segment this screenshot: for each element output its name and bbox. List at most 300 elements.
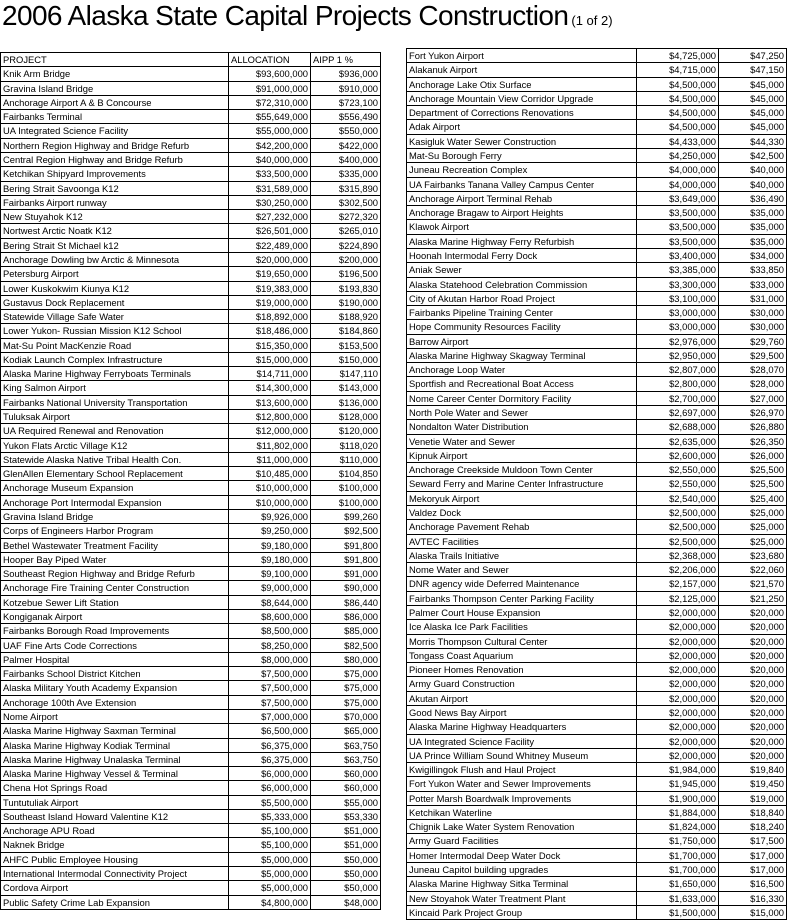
allocation-cell: $14,711,000 <box>229 367 311 381</box>
allocation-cell: $9,250,000 <box>229 524 311 538</box>
project-name-cell: Nome Water and Sewer <box>407 563 637 577</box>
table-row <box>407 734 787 748</box>
table-row <box>407 163 787 177</box>
project-name-cell: Mekoryuk Airport <box>407 491 637 505</box>
aipp-cell: $82,500 <box>311 638 381 652</box>
allocation-cell: $2,157,000 <box>637 577 719 591</box>
aipp-cell: $25,500 <box>719 477 787 491</box>
table-row <box>407 148 787 162</box>
aipp-cell: $128,000 <box>311 410 381 424</box>
project-name-cell: DNR agency wide Deferred Maintenance <box>407 577 637 591</box>
allocation-cell: $7,500,000 <box>229 695 311 709</box>
allocation-cell: $5,100,000 <box>229 838 311 852</box>
project-name-cell: Anchorage Port Intermodal Expansion <box>1 495 229 509</box>
aipp-cell: $28,070 <box>719 363 787 377</box>
table-row <box>407 134 787 148</box>
table-row <box>1 181 381 195</box>
aipp-cell: $55,000 <box>311 795 381 809</box>
table-row <box>1 895 381 909</box>
allocation-cell: $8,000,000 <box>229 652 311 666</box>
allocation-cell: $5,500,000 <box>229 795 311 809</box>
table-row <box>407 363 787 377</box>
table-row <box>1 124 381 138</box>
aipp-cell: $48,000 <box>311 895 381 909</box>
aipp-cell: $16,330 <box>719 891 787 905</box>
table-row <box>407 663 787 677</box>
project-name-cell: Petersburg Airport <box>1 267 229 281</box>
allocation-cell: $3,500,000 <box>637 234 719 248</box>
allocation-cell: $2,000,000 <box>637 734 719 748</box>
table-row <box>1 838 381 852</box>
allocation-cell: $9,100,000 <box>229 567 311 581</box>
project-name-cell: UA Integrated Science Facility <box>407 734 637 748</box>
allocation-cell: $2,600,000 <box>637 448 719 462</box>
project-name-cell: Seward Ferry and Marine Center Infrastructure <box>407 477 637 491</box>
table-row <box>1 652 381 666</box>
aipp-cell: $45,000 <box>719 77 787 91</box>
aipp-cell: $91,000 <box>311 567 381 581</box>
project-name-cell: Public Safety Crime Lab Expansion <box>1 895 229 909</box>
allocation-cell: $4,000,000 <box>637 163 719 177</box>
project-name-cell: Alaska Marine Highway Headquarters <box>407 720 637 734</box>
aipp-cell: $20,000 <box>719 605 787 619</box>
project-name-cell: Statewide Village Safe Water <box>1 310 229 324</box>
allocation-cell: $14,300,000 <box>229 381 311 395</box>
aipp-cell: $16,500 <box>719 877 787 891</box>
table-row <box>1 395 381 409</box>
allocation-cell: $18,892,000 <box>229 310 311 324</box>
aipp-cell: $36,490 <box>719 191 787 205</box>
table-row <box>407 591 787 605</box>
table-row <box>1 824 381 838</box>
aipp-cell: $63,750 <box>311 752 381 766</box>
project-name-cell: Alaska Marine Highway Saxman Terminal <box>1 724 229 738</box>
aipp-cell: $34,000 <box>719 248 787 262</box>
project-name-cell: Anchorage Fire Training Center Construction <box>1 581 229 595</box>
aipp-cell: $200,000 <box>311 252 381 266</box>
allocation-cell: $2,697,000 <box>637 406 719 420</box>
allocation-cell: $19,650,000 <box>229 267 311 281</box>
project-name-cell: Alaska Marine Highway Kodiak Terminal <box>1 738 229 752</box>
allocation-cell: $55,000,000 <box>229 124 311 138</box>
allocation-cell: $5,000,000 <box>229 867 311 881</box>
table-row <box>407 406 787 420</box>
aipp-cell: $85,000 <box>311 624 381 638</box>
project-name-cell: Ketchikan Shipyard Improvements <box>1 167 229 181</box>
table-row <box>407 748 787 762</box>
allocation-cell: $19,383,000 <box>229 281 311 295</box>
aipp-cell: $910,000 <box>311 81 381 95</box>
table-row <box>407 520 787 534</box>
project-name-cell: AVTEC Facilities <box>407 534 637 548</box>
aipp-cell: $75,000 <box>311 695 381 709</box>
project-name-cell: Knik Arm Bridge <box>1 67 229 81</box>
allocation-cell: $10,485,000 <box>229 467 311 481</box>
project-name-cell: Tongass Coast Aquarium <box>407 648 637 662</box>
allocation-cell: $2,000,000 <box>637 634 719 648</box>
aipp-cell: $20,000 <box>719 691 787 705</box>
allocation-cell: $2,368,000 <box>637 548 719 562</box>
project-name-cell: Kongiganak Airport <box>1 609 229 623</box>
aipp-cell: $45,000 <box>719 120 787 134</box>
project-name-cell: Morris Thompson Cultural Center <box>407 634 637 648</box>
aipp-cell: $25,000 <box>719 506 787 520</box>
project-name-cell: Statewide Alaska Native Tribal Health Con. <box>1 452 229 466</box>
aipp-cell: $47,150 <box>719 63 787 77</box>
table-row <box>407 720 787 734</box>
aipp-cell: $26,970 <box>719 406 787 420</box>
aipp-cell: $723,100 <box>311 95 381 109</box>
allocation-cell: $2,000,000 <box>637 620 719 634</box>
allocation-cell: $6,375,000 <box>229 738 311 752</box>
project-name-cell: Nome Airport <box>1 709 229 723</box>
allocation-cell: $4,000,000 <box>637 177 719 191</box>
aipp-cell: $556,490 <box>311 110 381 124</box>
allocation-cell: $11,000,000 <box>229 452 311 466</box>
table-row <box>407 834 787 848</box>
allocation-cell: $3,500,000 <box>637 220 719 234</box>
allocation-cell: $2,000,000 <box>637 748 719 762</box>
project-name-cell: Juneau Capitol building upgrades <box>407 863 637 877</box>
project-name-cell: Fairbanks Pipeline Training Center <box>407 306 637 320</box>
project-name-cell: Barrow Airport <box>407 334 637 348</box>
allocation-cell: $2,500,000 <box>637 520 719 534</box>
table-row <box>407 377 787 391</box>
allocation-cell: $6,500,000 <box>229 724 311 738</box>
aipp-cell: $99,260 <box>311 510 381 524</box>
allocation-cell: $5,333,000 <box>229 809 311 823</box>
allocation-cell: $2,500,000 <box>637 506 719 520</box>
aipp-cell: $47,250 <box>719 49 787 63</box>
aipp-cell: $17,500 <box>719 834 787 848</box>
allocation-cell: $33,500,000 <box>229 167 311 181</box>
project-name-cell: Tuluksak Airport <box>1 410 229 424</box>
aipp-cell: $143,000 <box>311 381 381 395</box>
table-row <box>1 481 381 495</box>
table-row <box>1 852 381 866</box>
aipp-cell: $50,000 <box>311 881 381 895</box>
allocation-cell: $6,375,000 <box>229 752 311 766</box>
table-row <box>1 524 381 538</box>
aipp-cell: $118,020 <box>311 438 381 452</box>
aipp-cell: $19,000 <box>719 791 787 805</box>
aipp-cell: $53,330 <box>311 809 381 823</box>
aipp-cell: $91,800 <box>311 552 381 566</box>
project-name-cell: Alaska Marine Highway Sitka Terminal <box>407 877 637 891</box>
project-name-cell: UA Required Renewal and Renovation <box>1 424 229 438</box>
aipp-cell: $35,000 <box>719 220 787 234</box>
aipp-cell: $45,000 <box>719 106 787 120</box>
table-row <box>407 277 787 291</box>
table-row <box>407 391 787 405</box>
allocation-cell: $18,486,000 <box>229 324 311 338</box>
allocation-cell: $6,000,000 <box>229 767 311 781</box>
aipp-cell: $20,000 <box>719 677 787 691</box>
allocation-cell: $2,550,000 <box>637 477 719 491</box>
aipp-cell: $25,000 <box>719 520 787 534</box>
allocation-cell: $2,688,000 <box>637 420 719 434</box>
table-row <box>1 552 381 566</box>
aipp-cell: $25,000 <box>719 534 787 548</box>
aipp-cell: $75,000 <box>311 681 381 695</box>
project-name-cell: Chena Hot Springs Road <box>1 781 229 795</box>
project-name-cell: Gravina Island Bridge <box>1 510 229 524</box>
aipp-cell: $65,000 <box>311 724 381 738</box>
project-name-cell: Southeast Region Highway and Bridge Refurb <box>1 567 229 581</box>
project-name-cell: Gravina Island Bridge <box>1 81 229 95</box>
allocation-cell: $19,000,000 <box>229 295 311 309</box>
project-name-cell: Fort Yukon Airport <box>407 49 637 63</box>
allocation-cell: $31,589,000 <box>229 181 311 195</box>
project-name-cell: Sportfish and Recreational Boat Access <box>407 377 637 391</box>
table-row <box>1 224 381 238</box>
table-row <box>407 534 787 548</box>
header-project: PROJECT <box>1 53 229 67</box>
project-name-cell: Alaska Trails Initiative <box>407 548 637 562</box>
title-page-indicator: (1 of 2) <box>571 13 613 28</box>
project-name-cell: AHFC Public Employee Housing <box>1 852 229 866</box>
project-name-cell: Chignik Lake Water System Renovation <box>407 820 637 834</box>
aipp-cell: $120,000 <box>311 424 381 438</box>
aipp-cell: $25,400 <box>719 491 787 505</box>
project-name-cell: Anchorage Loop Water <box>407 363 637 377</box>
table-row <box>1 638 381 652</box>
project-name-cell: Kotzebue Sewer Lift Station <box>1 595 229 609</box>
project-name-cell: Alaska Statehood Celebration Commission <box>407 277 637 291</box>
aipp-cell: $100,000 <box>311 495 381 509</box>
project-name-cell: Lower Yukon- Russian Mission K12 School <box>1 324 229 338</box>
project-name-cell: Homer Intermodal Deep Water Dock <box>407 848 637 862</box>
allocation-cell: $9,000,000 <box>229 581 311 595</box>
table-row <box>407 563 787 577</box>
allocation-cell: $8,250,000 <box>229 638 311 652</box>
table-row <box>1 695 381 709</box>
allocation-cell: $27,232,000 <box>229 210 311 224</box>
table-row <box>407 477 787 491</box>
allocation-cell: $5,000,000 <box>229 852 311 866</box>
allocation-cell: $3,500,000 <box>637 206 719 220</box>
table-row <box>1 495 381 509</box>
table-row <box>1 452 381 466</box>
project-name-cell: King Salmon Airport <box>1 381 229 395</box>
project-name-cell: Hope Community Resources Facility <box>407 320 637 334</box>
table-row <box>1 724 381 738</box>
allocation-cell: $2,807,000 <box>637 363 719 377</box>
allocation-cell: $7,500,000 <box>229 681 311 695</box>
table-row <box>407 234 787 248</box>
aipp-cell: $302,500 <box>311 195 381 209</box>
project-name-cell: Bering Strait Savoonga K12 <box>1 181 229 195</box>
allocation-cell: $2,500,000 <box>637 534 719 548</box>
project-name-cell: UA Fairbanks Tanana Valley Campus Center <box>407 177 637 191</box>
allocation-cell: $2,206,000 <box>637 563 719 577</box>
allocation-cell: $7,000,000 <box>229 709 311 723</box>
allocation-cell: $3,000,000 <box>637 306 719 320</box>
table-row <box>407 620 787 634</box>
project-name-cell: Valdez Dock <box>407 506 637 520</box>
aipp-cell: $90,000 <box>311 581 381 595</box>
allocation-cell: $26,501,000 <box>229 224 311 238</box>
aipp-cell: $188,920 <box>311 310 381 324</box>
allocation-cell: $2,635,000 <box>637 434 719 448</box>
table-row <box>1 410 381 424</box>
aipp-cell: $19,450 <box>719 777 787 791</box>
table-row <box>407 206 787 220</box>
table-row <box>407 877 787 891</box>
table-row <box>407 891 787 905</box>
table-row <box>407 120 787 134</box>
aipp-cell: $91,800 <box>311 538 381 552</box>
table-row <box>407 577 787 591</box>
allocation-cell: $4,715,000 <box>637 63 719 77</box>
aipp-cell: $136,000 <box>311 395 381 409</box>
project-name-cell: Fairbanks School District Kitchen <box>1 667 229 681</box>
allocation-cell: $13,600,000 <box>229 395 311 409</box>
allocation-cell: $3,100,000 <box>637 291 719 305</box>
allocation-cell: $1,700,000 <box>637 863 719 877</box>
allocation-cell: $6,000,000 <box>229 781 311 795</box>
table-header-row <box>1 53 381 67</box>
table-row <box>1 195 381 209</box>
project-name-cell: New Stoyahok Water Treatment Plant <box>407 891 637 905</box>
project-name-cell: Klawok Airport <box>407 220 637 234</box>
allocation-cell: $2,000,000 <box>637 705 719 719</box>
allocation-cell: $1,884,000 <box>637 805 719 819</box>
project-name-cell: Anchorage Creekside Muldoon Town Center <box>407 463 637 477</box>
allocation-cell: $8,600,000 <box>229 609 311 623</box>
table-row <box>1 95 381 109</box>
project-name-cell: Anchorage Airport A & B Concourse <box>1 95 229 109</box>
table-row <box>1 781 381 795</box>
table-row <box>1 709 381 723</box>
aipp-cell: $31,000 <box>719 291 787 305</box>
aipp-cell: $86,000 <box>311 609 381 623</box>
aipp-cell: $86,440 <box>311 595 381 609</box>
table-row <box>1 110 381 124</box>
table-row <box>407 77 787 91</box>
table-row <box>1 367 381 381</box>
allocation-cell: $5,000,000 <box>229 881 311 895</box>
allocation-cell: $4,250,000 <box>637 148 719 162</box>
allocation-cell: $9,926,000 <box>229 510 311 524</box>
allocation-cell: $4,500,000 <box>637 106 719 120</box>
allocation-cell: $3,400,000 <box>637 248 719 262</box>
project-name-cell: Fairbanks National University Transportation <box>1 395 229 409</box>
table-row <box>407 863 787 877</box>
table-row <box>407 548 787 562</box>
project-name-cell: Alaska Military Youth Academy Expansion <box>1 681 229 695</box>
project-name-cell: Kipnuk Airport <box>407 448 637 462</box>
project-name-cell: Anchorage Pavement Rehab <box>407 520 637 534</box>
allocation-cell: $91,000,000 <box>229 81 311 95</box>
aipp-cell: $104,850 <box>311 467 381 481</box>
aipp-cell: $193,830 <box>311 281 381 295</box>
project-name-cell: UAF Fine Arts Code Corrections <box>1 638 229 652</box>
aipp-cell: $19,840 <box>719 763 787 777</box>
aipp-cell: $30,000 <box>719 320 787 334</box>
aipp-cell: $29,760 <box>719 334 787 348</box>
aipp-cell: $550,000 <box>311 124 381 138</box>
aipp-cell: $21,570 <box>719 577 787 591</box>
allocation-cell: $1,700,000 <box>637 848 719 862</box>
aipp-cell: $184,860 <box>311 324 381 338</box>
allocation-cell: $2,540,000 <box>637 491 719 505</box>
project-name-cell: Kodiak Launch Complex Infrastructure <box>1 352 229 366</box>
aipp-cell: $21,250 <box>719 591 787 605</box>
allocation-cell: $2,000,000 <box>637 605 719 619</box>
project-name-cell: Anchorage Museum Expansion <box>1 481 229 495</box>
allocation-cell: $15,000,000 <box>229 352 311 366</box>
project-name-cell: Fairbanks Thompson Center Parking Facility <box>407 591 637 605</box>
project-name-cell: Good News Bay Airport <box>407 705 637 719</box>
allocation-cell: $1,945,000 <box>637 777 719 791</box>
allocation-cell: $4,500,000 <box>637 91 719 105</box>
project-name-cell: Lower Kuskokwim Kiunya K12 <box>1 281 229 295</box>
project-name-cell: Venetie Water and Sewer <box>407 434 637 448</box>
table-row <box>1 67 381 81</box>
allocation-cell: $8,644,000 <box>229 595 311 609</box>
table-row <box>1 609 381 623</box>
table-row <box>407 777 787 791</box>
table-row <box>1 81 381 95</box>
aipp-cell: $25,500 <box>719 463 787 477</box>
project-name-cell: UA Integrated Science Facility <box>1 124 229 138</box>
allocation-cell: $15,350,000 <box>229 338 311 352</box>
aipp-cell: $110,000 <box>311 452 381 466</box>
aipp-cell: $196,500 <box>311 267 381 281</box>
table-row <box>407 348 787 362</box>
project-name-cell: Tuntutuliak Airport <box>1 795 229 809</box>
table-row <box>1 152 381 166</box>
allocation-cell: $4,500,000 <box>637 120 719 134</box>
aipp-cell: $22,060 <box>719 563 787 577</box>
allocation-cell: $72,310,000 <box>229 95 311 109</box>
table-row <box>407 63 787 77</box>
table-row <box>1 767 381 781</box>
aipp-cell: $30,000 <box>719 306 787 320</box>
allocation-cell: $2,125,000 <box>637 591 719 605</box>
table-row <box>407 848 787 862</box>
project-name-cell: Gustavus Dock Replacement <box>1 295 229 309</box>
table-row <box>407 648 787 662</box>
allocation-cell: $2,000,000 <box>637 720 719 734</box>
aipp-cell: $33,000 <box>719 277 787 291</box>
aipp-cell: $35,000 <box>719 206 787 220</box>
aipp-cell: $153,500 <box>311 338 381 352</box>
table-row <box>407 605 787 619</box>
allocation-cell: $9,180,000 <box>229 552 311 566</box>
table-row <box>1 738 381 752</box>
allocation-cell: $1,750,000 <box>637 834 719 848</box>
allocation-cell: $8,500,000 <box>229 624 311 638</box>
allocation-cell: $3,300,000 <box>637 277 719 291</box>
project-name-cell: Aniak Sewer <box>407 263 637 277</box>
aipp-cell: $147,110 <box>311 367 381 381</box>
allocation-cell: $4,500,000 <box>637 77 719 91</box>
project-name-cell: Anchorage Mountain View Corridor Upgrade <box>407 91 637 105</box>
table-row <box>1 438 381 452</box>
table-row <box>407 320 787 334</box>
project-name-cell: Yukon Flats Arctic Village K12 <box>1 438 229 452</box>
aipp-cell: $20,000 <box>719 663 787 677</box>
table-row <box>407 820 787 834</box>
aipp-cell: $28,000 <box>719 377 787 391</box>
aipp-cell: $23,680 <box>719 548 787 562</box>
aipp-cell: $265,010 <box>311 224 381 238</box>
table-row <box>407 705 787 719</box>
project-name-cell: Fort Yukon Water and Sewer Improvements <box>407 777 637 791</box>
aipp-cell: $315,890 <box>311 181 381 195</box>
